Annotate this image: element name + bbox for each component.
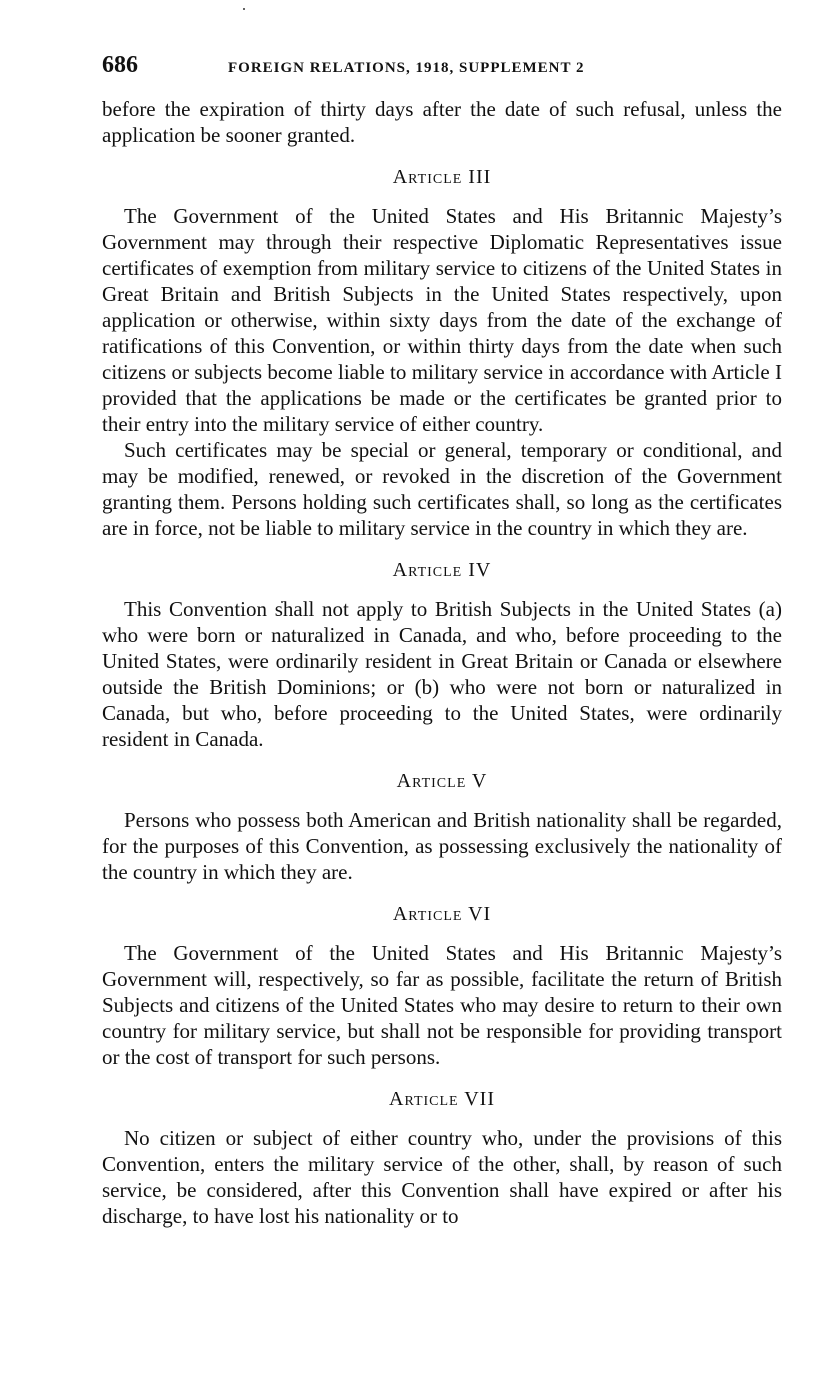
article-vii-paragraph: No citizen or subject of either country who, under the provisions of this Convention, enters the military service of the other, shall, by reason of such service, be considered, after this Convention shall have expired or after his discharge, to have lost his nationality or to	[102, 1126, 782, 1228]
print-speck	[243, 8, 245, 10]
article-v-paragraph: Persons who possess both American and British nationality shall be regarded, for the purposes of this Convention, as possessing exclusively the nationality of the country in which they are.	[102, 808, 782, 884]
article-iii-paragraph-1: The Government of the United States and His Britannic Majesty’s Government may through their respective Diplomatic Representatives issue certificates of exemption from military service to citizens of the United States in Great Britain and British Subjects in the United States respectively, upon application or otherwise, within sixty days from the date of the exchange of ratifications of this Convention, or within thirty days from the date when such citizens or subjects become liable to military service in accordance with Article I provided that the applications be made or the certificates be granted prior to their entry into the military service of either country.	[102, 204, 782, 436]
page-header	[102, 52, 782, 86]
document-page	[102, 52, 782, 1229]
article-v-heading: Article V	[396, 770, 488, 792]
article-iii-heading: Article III	[392, 166, 492, 188]
article-vi-paragraph: The Government of the United States and His Britannic Majesty’s Government will, respectively, so far as possible, facilitate the return of British Subjects and citizens of the United States who may desire to return to their own country for military service, but shall not be responsible for providing transport or the cost of transport for such persons.	[102, 941, 782, 1069]
running-head: FOREIGN RELATIONS, 1918, SUPPLEMENT 2	[228, 60, 585, 76]
article-iii-paragraph-2: Such certificates may be special or general, temporary or conditional, and may be modified, renewed, or revoked in the discretion of the Government granting them. Persons holding such certificates shall, so long as the certificates are in force, not be liable to military service in the country in which they are.	[102, 438, 782, 540]
page-number: 686	[102, 52, 138, 78]
continuation-paragraph: before the expiration of thirty days after the date of such refusal, unless the application be sooner granted.	[102, 97, 782, 147]
article-vi-heading: Article VI	[392, 903, 492, 925]
article-vii-heading: Article VII	[389, 1088, 495, 1110]
article-iv-paragraph: This Convention shall not apply to British Subjects in the United States (a) who were born or naturalized in Canada, and who, before proceeding to the United States, were ordinarily resident in Great Britain or Canada or elsewhere outside the British Dominions; or (b) who were not born or naturalized in Canada, but who, before proceeding to the United States, were ordinarily resident in Canada.	[102, 597, 782, 751]
article-iv-heading: Article IV	[392, 559, 492, 581]
